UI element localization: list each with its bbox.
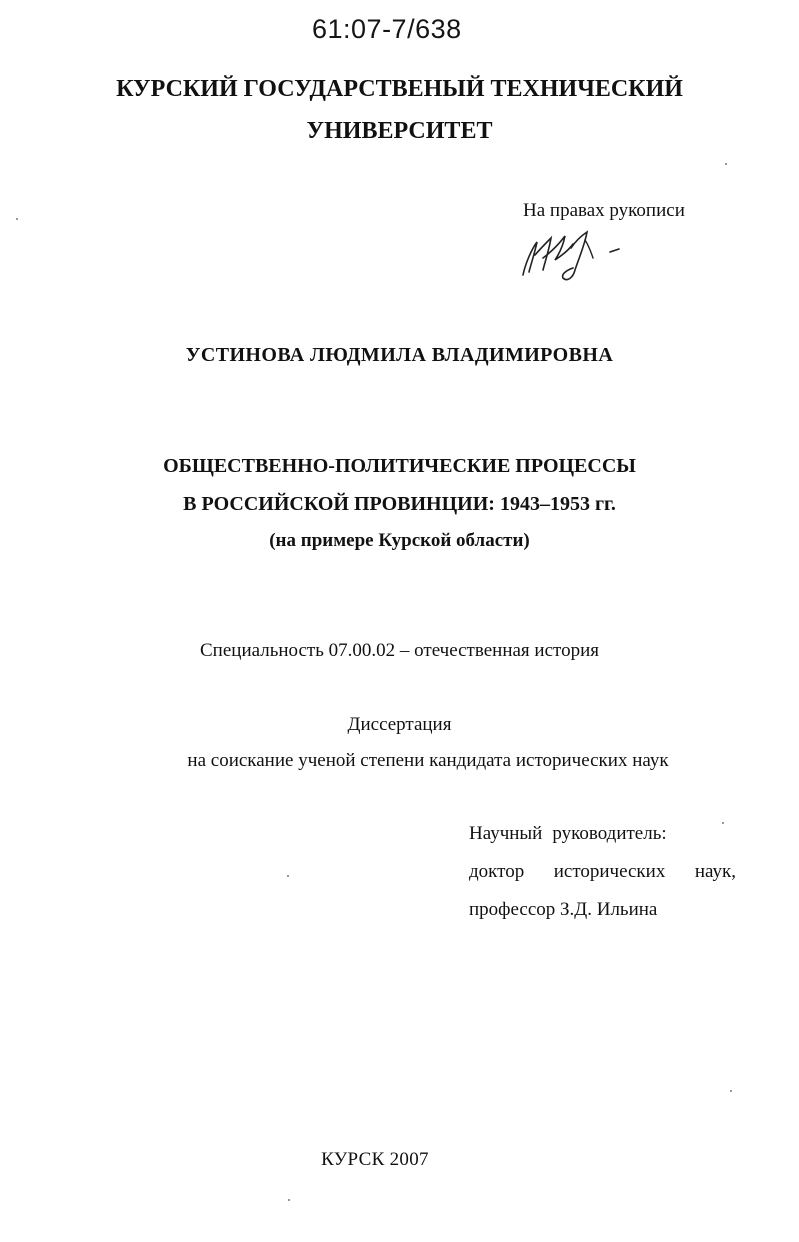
university-name-line-1: КУРСКИЙ ГОСУДАРСТВЕНЫЙ ТЕХНИЧЕСКИЙ xyxy=(116,76,683,102)
dissertation-title-line-1: ОБЩЕСТВЕННО-ПОЛИТИЧЕСКИЕ ПРОЦЕССЫ xyxy=(163,455,636,477)
scan-speck xyxy=(722,822,724,824)
author-name: УСТИНОВА ЛЮДМИЛА ВЛАДИМИРОВНА xyxy=(185,344,614,366)
specialty-line: Специальность 07.00.02 – отечественная история xyxy=(200,640,599,661)
scan-speck xyxy=(288,1199,290,1201)
dissertation-title-line-2: В РОССИЙСКОЙ ПРОВИНЦИИ: 1943–1953 гг. xyxy=(183,493,616,515)
scan-speck xyxy=(287,875,289,877)
catalog-number: 61:07-7/638 xyxy=(312,14,462,44)
city-and-year: КУРСК 2007 xyxy=(321,1149,429,1170)
dissertation-subtitle: (на примере Курской области) xyxy=(269,530,530,551)
university-name-line-2: УНИВЕРСИТЕТ xyxy=(306,118,493,144)
supervisor-label xyxy=(469,823,736,845)
scan-speck xyxy=(725,163,727,165)
handwritten-signature xyxy=(515,220,625,285)
supervisor-degree xyxy=(469,861,736,883)
supervisor-degree-word-3: наук, xyxy=(694,861,736,882)
scan-speck xyxy=(730,1090,732,1092)
degree-purpose: на соискание ученой степени кандидата исторических наук xyxy=(187,750,669,771)
document-type: Диссертация xyxy=(347,714,452,735)
manuscript-rights-note: На правах рукописи xyxy=(523,200,685,221)
supervisor-degree-word-2: исторических xyxy=(553,861,666,882)
supervisor-name: профессор З.Д. Ильина xyxy=(469,899,658,920)
supervisor-degree-word-1: доктор xyxy=(469,861,525,882)
scan-speck xyxy=(16,218,18,220)
supervisor-label-word-1: Научный xyxy=(469,823,543,844)
supervisor-label-word-2: руководитель: xyxy=(552,823,667,844)
